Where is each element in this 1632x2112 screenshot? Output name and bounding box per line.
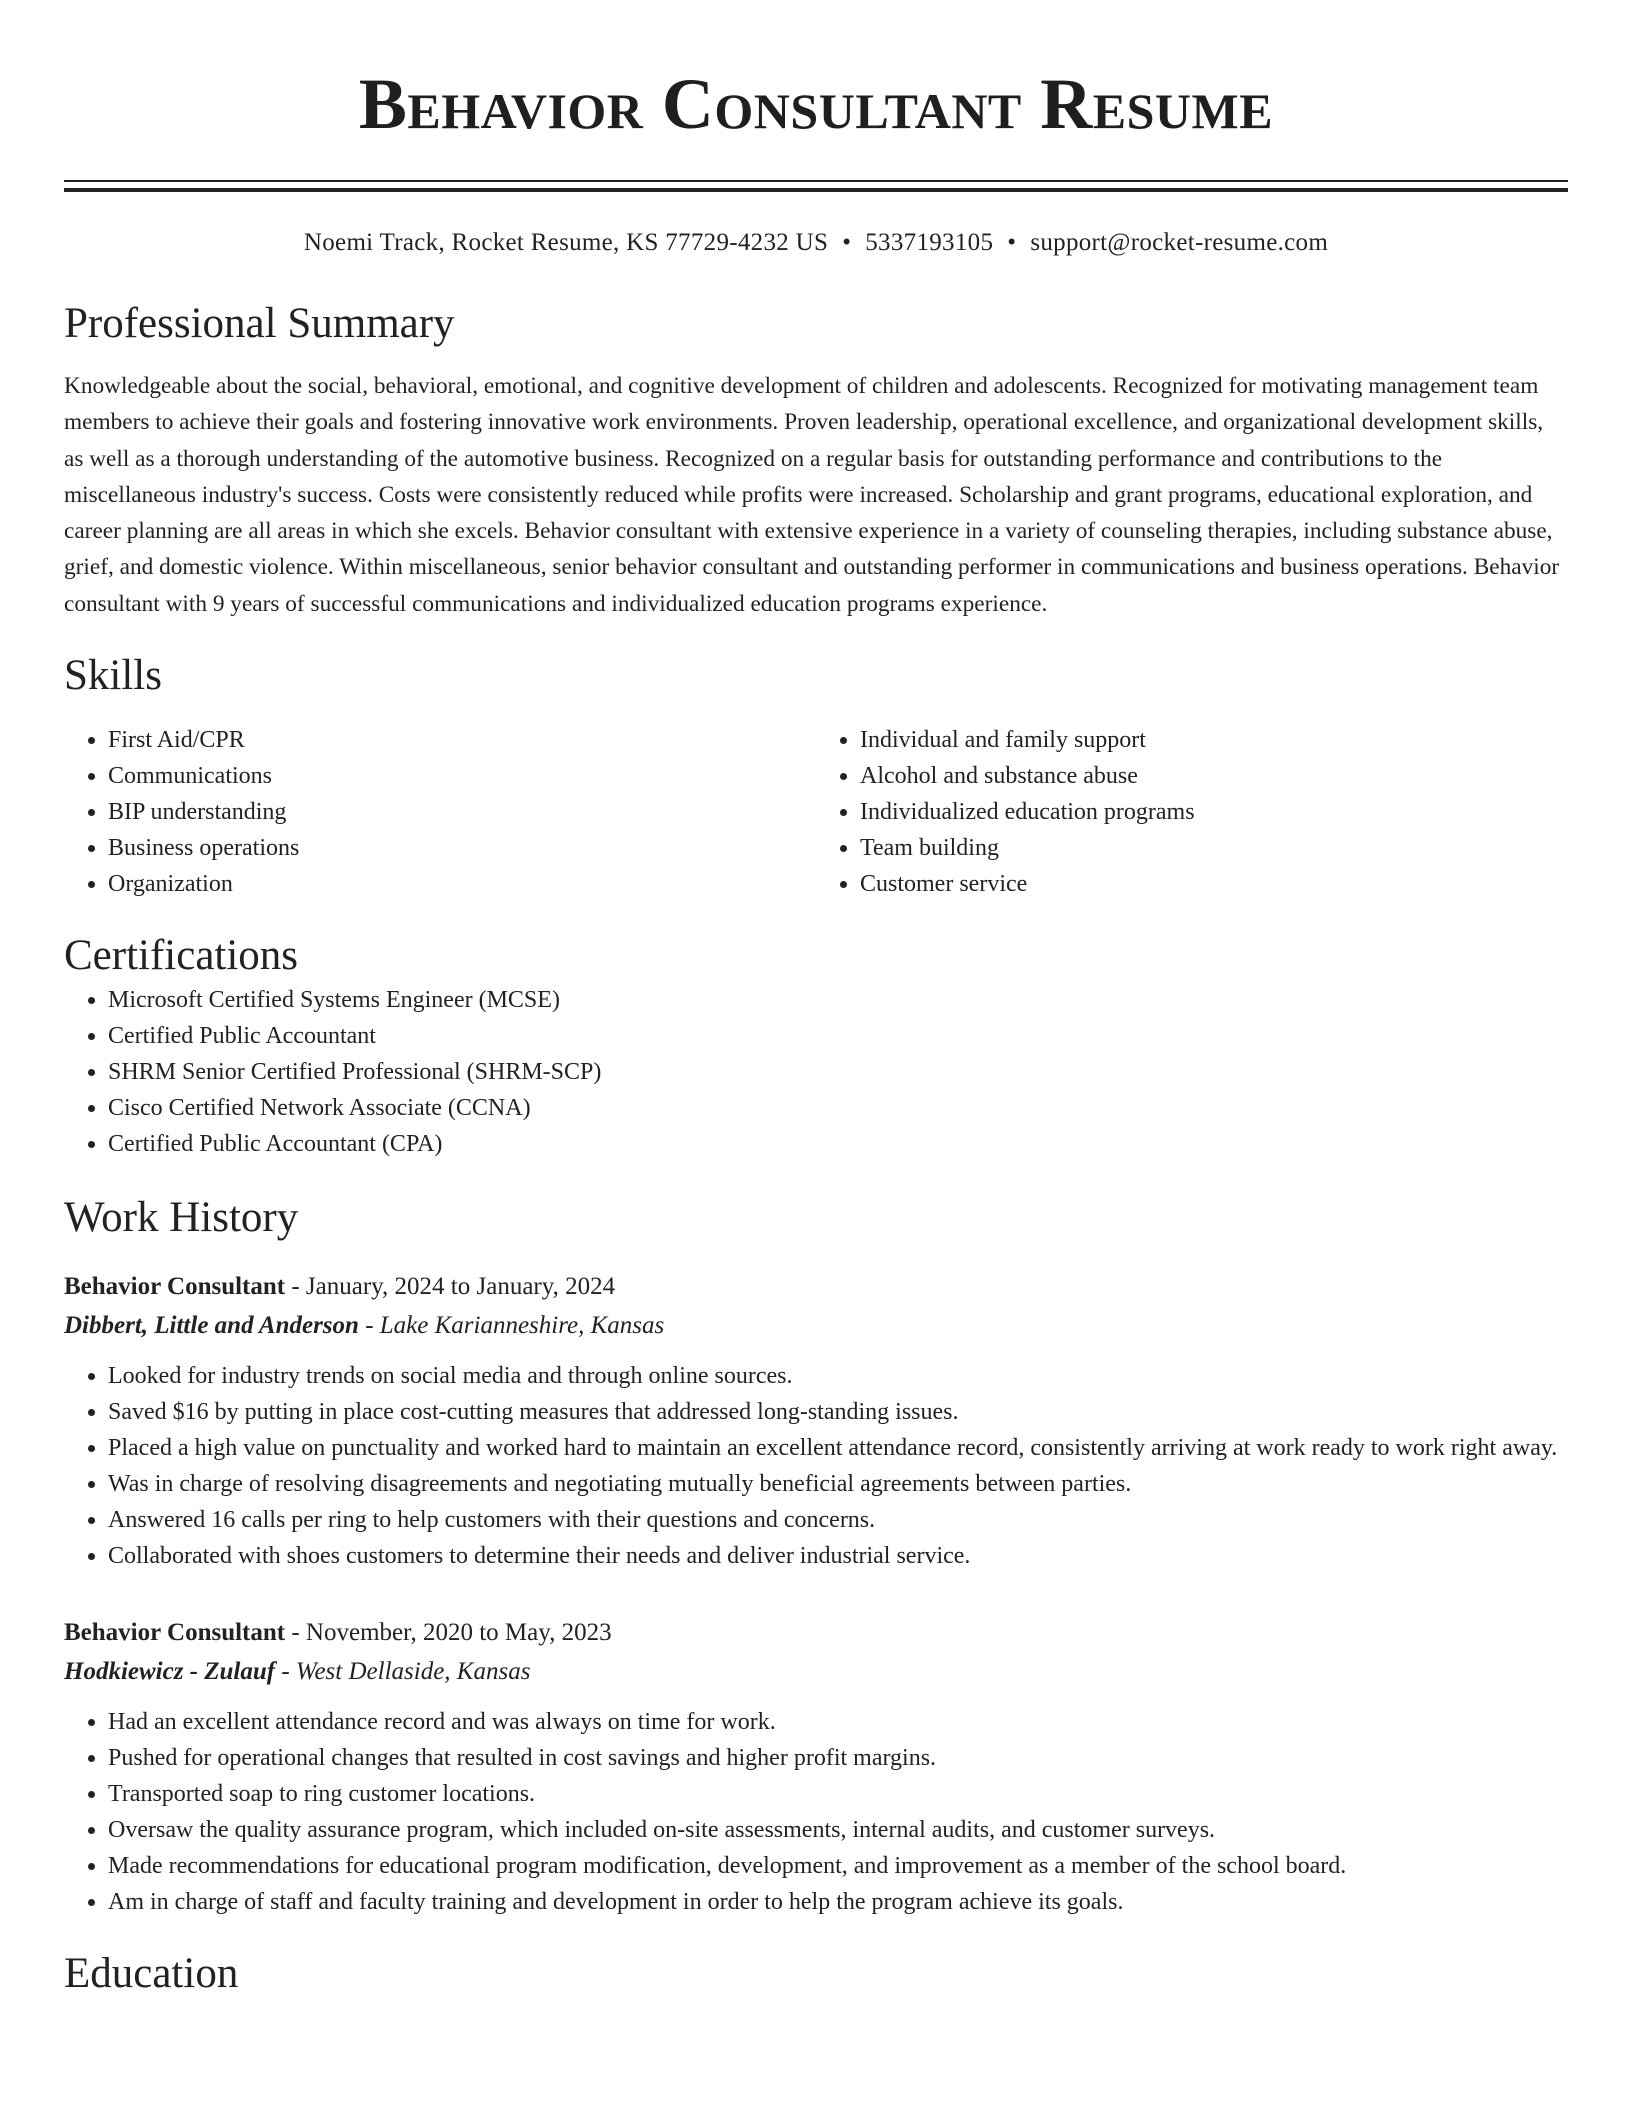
job-bullet: • Am in charge of staff and faculty training and development in order to help the program achieve its goals. [108,1884,1568,1920]
job-bullet: • Answered 16 calls per ring to help customers with their questions and concerns. [108,1502,1568,1538]
job-bullet: • Saved $16 by putting in place cost-cutting measures that addressed long-standing issues. [108,1394,1568,1430]
job-role: Behavior Consultant [64,1273,286,1301]
job-employer [64,1306,1568,1346]
job-dates: - November, 2020 to May, 2023 [285,1619,612,1647]
job-location: - Lake Karianneshire, Kansas [358,1312,665,1340]
job-bullet: • Pushed for operational changes that resulted in cost savings and higher profit margins. [108,1740,1568,1776]
skill-item: • Organization [108,866,816,902]
job-dates: - January, 2024 to January, 2024 [285,1273,616,1301]
skill-item: • BIP understanding [108,794,816,830]
title-divider-thin [64,180,1568,182]
skills-list-left [64,722,816,902]
job-bullet: • Oversaw the quality assurance program, which included on-site assessments, internal audits, and customer surveys. [108,1812,1568,1848]
resume-page [64,0,1568,2000]
job-bullet: • Made recommendations for educational program modification, development, and improvement as a member of the school board. [108,1848,1568,1884]
job-bullet: • Had an excellent attendance record and was always on time for work. [108,1704,1568,1740]
contact-address: Noemi Track, Rocket Resume, KS 77729-4232 US [303,229,829,256]
skill-item: • Business operations [108,830,816,866]
education-heading: Education [64,1950,239,1998]
job-role: Behavior Consultant [64,1619,286,1647]
resume-title: Behavior Consultant Resume [358,64,1274,144]
contact-line [64,226,1568,260]
summary-heading: Professional Summary [64,300,455,347]
skill-item: • Communications [108,758,816,794]
skills-heading: Skills [64,652,162,700]
job-bullet: • Looked for industry trends on social media and through online sources. [108,1358,1568,1394]
job-bullets [64,1358,1568,1574]
skill-item: • Customer service [860,866,1568,902]
certifications-heading: Certifications [64,932,299,980]
skill-item: • First Aid/CPR [108,722,816,758]
job-location: - West Dellaside, Kansas [275,1658,531,1686]
job-bullet: • Collaborated with shoes customers to determine their needs and deliver industrial service. [108,1538,1568,1574]
skills-list-right [816,722,1568,902]
contact-phone: 5337193105 [865,229,994,256]
contact-separator: • [842,229,852,256]
title-divider-thick [64,188,1568,192]
job-bullet: • Transported soap to ring customer locations. [108,1776,1568,1812]
certifications-list [64,982,1568,1162]
job-bullets [64,1704,1568,1920]
work-history-heading: Work History [64,1194,299,1242]
job-header [64,1614,1568,1652]
contact-separator: • [1007,229,1017,256]
skill-item: • Alcohol and substance abuse [860,758,1568,794]
skill-item: • Individual and family support [860,722,1568,758]
job-bullet: • Was in charge of resolving disagreements and negotiating mutually beneficial agreements between parties. [108,1466,1568,1502]
certification-item: • SHRM Senior Certified Professional (SHRM-SCP) [108,1054,1568,1090]
summary-text: Knowledgeable about the social, behavioral, emotional, and cognitive development of children and adolescents. Recognized for motivating management team members to achieve their goals and fostering innovative work environments. Proven leadership, operational excellence, and organizational development skills, as well as a thorough understanding of the automotive business. Recognized on a regular basis for outstanding performance and contributions to the miscellaneous industry's success. Costs were consistently reduced while profits were increased. Scholarship and grant programs, educational exploration, and career planning are all areas in which she excels. Behavior consultant with extensive experience in a variety of counseling therapies, including substance abuse, grief, and domestic violence. Within miscellaneous, senior behavior consultant and outstanding performer in communications and business operations. Behavior consultant with 9 years of successful communications and individualized education programs experience. [64,373,1560,617]
certification-item: • Microsoft Certified Systems Engineer (MCSE) [108,982,1568,1018]
job-header [64,1268,1568,1306]
certification-item: • Certified Public Accountant [108,1018,1568,1054]
certification-item: • Certified Public Accountant (CPA) [108,1126,1568,1162]
job-entry [64,1268,1568,1574]
job-company: Hodkiewicz - Zulauf [64,1658,276,1686]
skill-item: • Individualized education programs [860,794,1568,830]
skills-columns [64,722,1568,902]
skill-item: • Team building [860,830,1568,866]
certification-item: • Cisco Certified Network Associate (CCNA) [108,1090,1568,1126]
job-bullet: • Placed a high value on punctuality and worked hard to maintain an excellent attendance record, consistently arriving at work ready to work right away. [108,1430,1568,1466]
job-entry [64,1614,1568,1920]
job-employer [64,1652,1568,1692]
contact-email: support@rocket-resume.com [1030,229,1329,256]
job-company: Dibbert, Little and Anderson [64,1312,359,1340]
